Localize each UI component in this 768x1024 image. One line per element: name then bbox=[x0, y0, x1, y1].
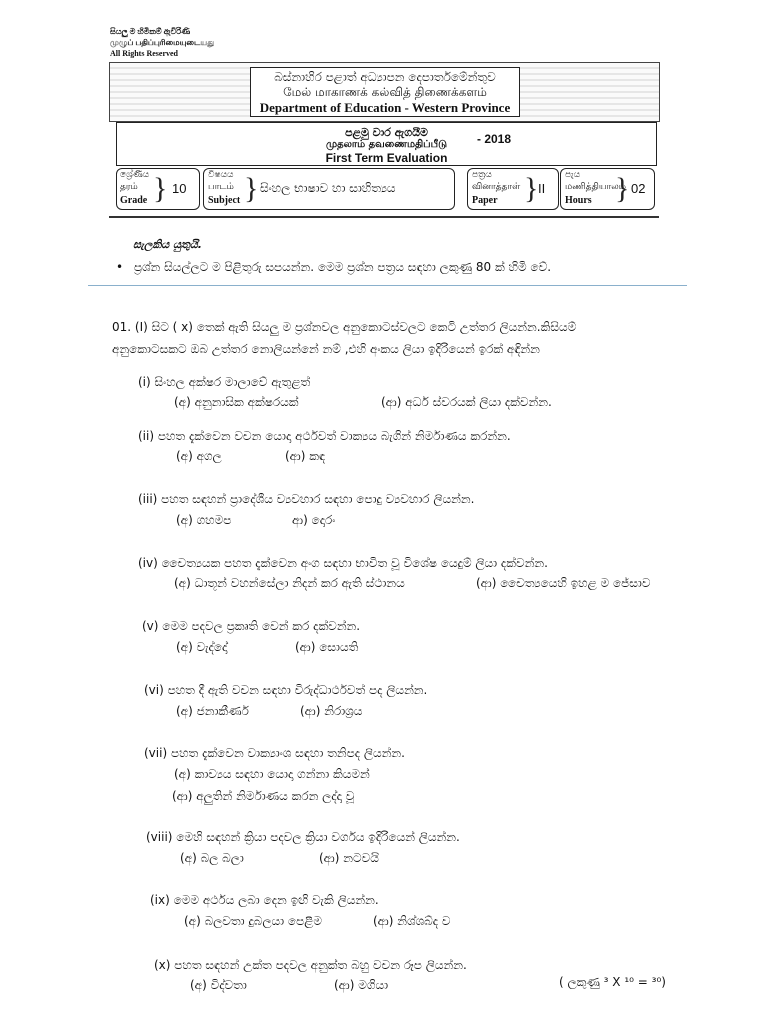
hours-label-en: Hours bbox=[565, 195, 592, 206]
subquestion-text: (iii) පහත සඳහන් ප්‍රාදේශීය ව්‍යවහාර සඳහා පොදු ව්‍යවහාර ලියන්න. bbox=[138, 492, 475, 506]
question-line-1: 01. (I) සිට ( x) තෙක් ඇති සියලු ම ප්‍රශ්නවල අනුකොටස්වලට කෙටි උත්තර ලියන්න.කිසියම් bbox=[112, 320, 577, 334]
option-b: (ආ) අලුතින් නිර්මාණය කරන ලද්දා වූ bbox=[172, 789, 355, 803]
subquestion-text: (v) මෙම පදවල ප්‍රකෘති වෙන් කර දක්වන්න. bbox=[142, 619, 361, 633]
department-sinhala: බස්නාහිර පළාත් අධ්‍යාපන දෙපාර්තමේන්තුව bbox=[274, 70, 496, 84]
option-a: (අ) ගහමප bbox=[176, 513, 232, 527]
option-b: (ආ) සොයති bbox=[295, 640, 359, 654]
subquestion-text: (viii) මෙහි සඳහන් ක්‍රියා පදවල ක්‍රියා වර්ගය ඉදිරියෙන් ලියන්න. bbox=[146, 830, 460, 844]
copyright-tamil: முழுப் பதிப்புரிமையுடையது bbox=[110, 38, 215, 47]
notes-title: සැලකිය යුතුයි. bbox=[133, 238, 202, 251]
subquestion-text: (ii) පහත දැක්වෙන වචන යොදා අර්ථවත් වාක්‍යය බැගින් නිර්මාණය කරන්න. bbox=[138, 429, 511, 443]
paper-value: II bbox=[538, 181, 546, 196]
option-b: (ආ) චෛත්‍යයෙහි ඉහළ ම ජේසාව bbox=[476, 576, 651, 590]
hours-cell bbox=[560, 168, 655, 210]
exam-tamil: முதலாம் தவணைமதிப்பீடு bbox=[326, 139, 447, 150]
paper-label-ta: வினாத்தாள் bbox=[472, 182, 521, 192]
exam-title-box bbox=[116, 122, 657, 166]
option-a: (අ) ජනාකීර්ණ bbox=[176, 704, 249, 718]
department-english: Department of Education - Western Province bbox=[259, 100, 511, 115]
option-a: (අ) බලවතා දුබලයා පෙළීම bbox=[184, 914, 322, 928]
notes-item bbox=[116, 260, 551, 275]
department-header bbox=[109, 62, 660, 122]
question-line-2: අනුකොටසකට ඔබ උත්තර නොලියන්නේ නම් ,එහි අංකය ලියා ඉදිරියෙන් ඉරක් අඳින්න bbox=[112, 342, 540, 356]
subquestion-text: (vi) පහත දී ඇති වචන සඳහා විරුද්ධාර්ථවත් පද ලියන්න. bbox=[144, 683, 428, 697]
option-b: (ආ) නටවයි bbox=[319, 851, 379, 865]
subquestion-text: (x) පහත සඳහන් උක්ත පදවල අනුක්ත බහු වචන රූප ලියන්න. bbox=[154, 958, 467, 972]
grade-brace: } bbox=[153, 172, 168, 205]
grade-label-ta: தரம் bbox=[120, 182, 138, 192]
subject-label-ta: பாடம் bbox=[208, 182, 234, 192]
notes-item-text: ප්‍රශ්න සියල්ලට ම පිළිතුරු සපයන්න. මෙම ප්‍රශ්න පත්‍රය සඳහා ලකුණු 80 ක් හිමි වේ. bbox=[133, 260, 552, 274]
option-b: ආ) දොරං bbox=[292, 513, 336, 527]
option-b: (ආ) නිශ්ශබ්ද ව bbox=[373, 914, 451, 928]
question-instructions bbox=[112, 316, 682, 360]
option-b: (ආ) කඳ bbox=[285, 449, 326, 463]
bullet-icon: • bbox=[116, 260, 124, 274]
grade-cell bbox=[116, 168, 200, 210]
option-a: (අ) කාව්‍යය සඳහා යොදා ගන්නා කියමන් bbox=[174, 767, 370, 781]
department-title-box bbox=[250, 67, 520, 117]
department-tamil: மேல் மாகாணக் கல்வித் திணைக்களம் bbox=[283, 85, 487, 99]
option-a: (අ) වැද්දෝ bbox=[176, 640, 228, 654]
exam-year: - 2018 bbox=[477, 132, 512, 146]
option-b: (ආ) අර්ධ ස්වරයක් ලියා දක්වන්න. bbox=[381, 395, 552, 409]
header-divider bbox=[109, 216, 659, 218]
option-a: (අ) අගල bbox=[176, 449, 222, 463]
option-a: (අ) බල බලා bbox=[180, 851, 244, 865]
option-a: (අ) අනුනාසික අක්ෂරයක් bbox=[174, 395, 299, 409]
subject-value: සිංහල භාෂාව හා සාහිත්‍යය bbox=[260, 181, 396, 195]
copyright-english: All Rights Reserved bbox=[110, 49, 178, 58]
grade-label-en: Grade bbox=[120, 195, 148, 206]
option-a: (අ) විද්වතා bbox=[190, 978, 247, 992]
paper-cell bbox=[467, 168, 559, 210]
subject-label-en: Subject bbox=[208, 195, 241, 206]
paper-label-en: Paper bbox=[472, 195, 498, 206]
hours-value: 02 bbox=[631, 181, 646, 196]
subquestion-text: (iv) චෛත්‍යයක පහත දැක්වෙන අංග සඳහා භාවිත වූ විශේෂ යෙදුම් ලියා දක්වන්න. bbox=[138, 556, 548, 570]
option-b: (ආ) මගියා bbox=[334, 978, 389, 992]
hours-label-ta: மணித்தியாலம் bbox=[565, 182, 626, 192]
exam-english: First Term Evaluation bbox=[325, 151, 448, 165]
subquestion-text: (i) සිංහල අක්ෂර මාලාවේ ඇතුළත් bbox=[138, 375, 311, 389]
exam-sinhala: පළමු වාර ඇගයීම bbox=[345, 126, 428, 139]
paper-label-si: පත්‍රය bbox=[472, 170, 492, 180]
paper-brace: } bbox=[524, 172, 539, 205]
subject-brace: } bbox=[244, 172, 259, 205]
copyright-sinhala: සියලු ම හිමිකම් ඇවිරිණි bbox=[110, 27, 191, 36]
option-b: (ආ) නිරාශ්‍රය bbox=[300, 704, 363, 718]
subject-label-si: විෂයය bbox=[208, 170, 234, 180]
hours-brace: } bbox=[615, 172, 630, 205]
option-a: (අ) ධාතූන් වහන්සේලා නිදන් කර ඇති ස්ථානය bbox=[174, 576, 405, 590]
grade-value: 10 bbox=[172, 181, 187, 196]
exam-info-row bbox=[116, 168, 655, 210]
subquestion-text: (vii) පහත දැක්වෙන වාක්‍යාංශ සඳහා තනිපද ලියන්න. bbox=[144, 746, 405, 760]
subject-cell bbox=[203, 168, 455, 210]
subquestion-text: (ix) මෙම අර්ථය ලබා දෙන ඉඟි වැකි ලියන්න. bbox=[150, 893, 379, 907]
grade-label-si: ශ්‍රේණිය bbox=[120, 170, 150, 180]
hours-label-si: පැය bbox=[565, 170, 581, 180]
copyright-block bbox=[110, 26, 214, 59]
marks-allocation: ( ලකුණු ³ X ¹⁰ = ³⁰) bbox=[559, 975, 666, 989]
section-divider bbox=[88, 285, 687, 286]
